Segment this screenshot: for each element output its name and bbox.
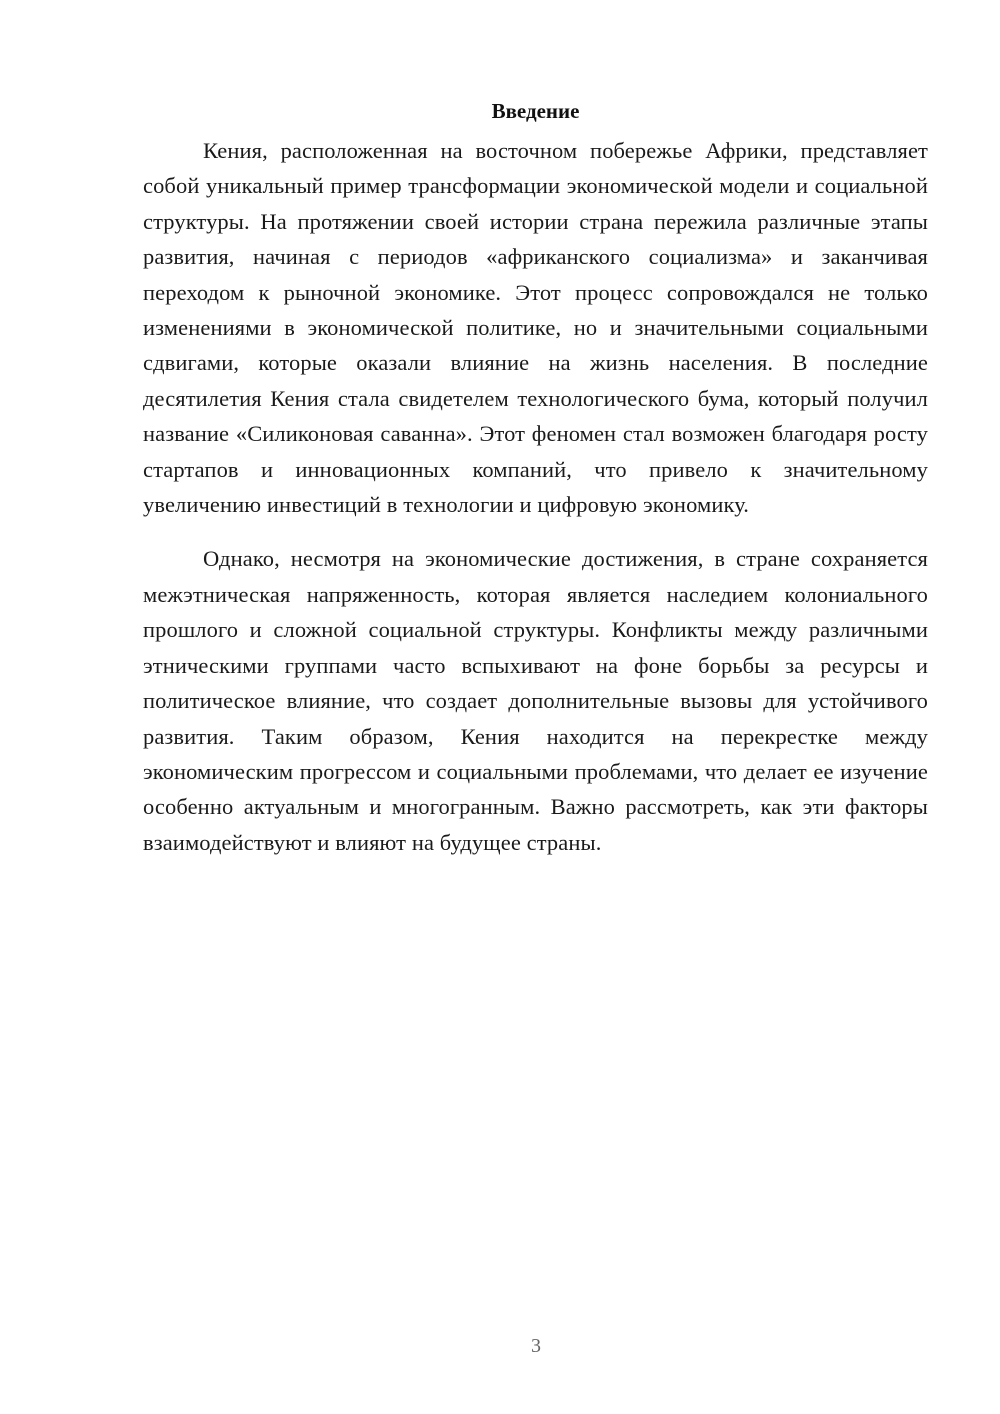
paragraph-1: Кения, расположенная на восточном побережье Африки, представляет собой уникальный пример трансформации экономической модели и социальной структуры. На протяжении своей истории страна пережила различные этапы развития, начиная с периодов «африканского социализма» и заканчивая переходом к рыночной экономике. Этот процесс сопровождался не только изменениями в экономической политике, но и значительными социальными сдвигами, которые оказали влияние на жизнь населения. В последние десятилетия Кения стала свидетелем технологического бума, который получил название «Силиконовая саванна». Этот феномен стал возможен благодаря росту стартапов и инновационных компаний, что привело к значительному увеличению инвестиций в технологии и цифровую экономику. — [143, 138, 928, 518]
page-content — [143, 95, 928, 860]
section-heading: Введение — [491, 99, 580, 123]
paragraph-2: Однако, несмотря на экономические достижения, в стране сохраняется межэтническая напряженность, которая является наследием колониального прошлого и сложной социальной структуры. Конфликты между различными этническими группами часто вспыхивают на фоне борьбы за ресурсы и политическое влияние, что создает дополнительные вызовы для устойчивого развития. Таким образом, Кения находится на перекрестке между экономическим прогрессом и социальными проблемами, что делает ее изучение особенно актуальным и многогранным. Важно рассмотреть, как эти факторы взаимодействуют и влияют на будущее страны. — [143, 546, 928, 855]
page-number: 3 — [531, 1335, 541, 1357]
